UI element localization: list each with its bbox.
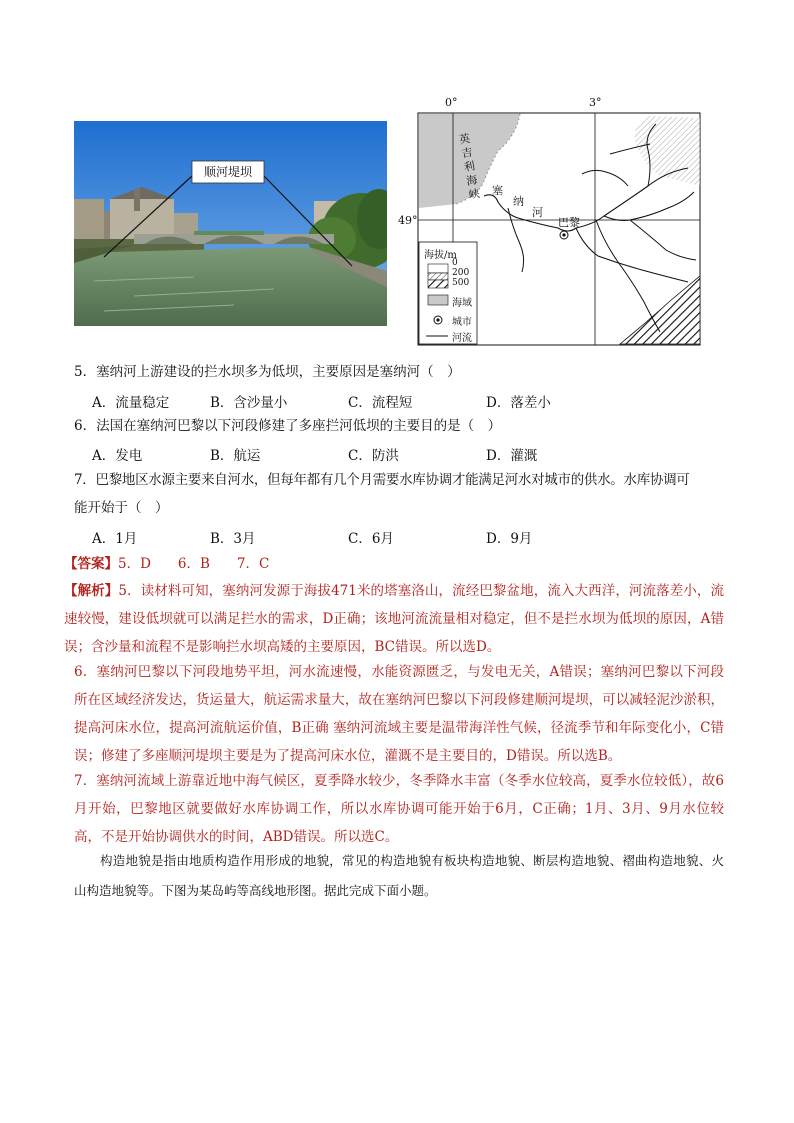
- question-5: 5．塞纳河上游建设的拦水坝多为低坝，主要原因是塞纳河（ ）: [74, 364, 461, 380]
- legend-value-500: 500: [452, 278, 470, 288]
- river-label-2: 纳: [513, 195, 524, 208]
- analysis-tag: 【解析】: [64, 583, 119, 599]
- river-photo: [74, 121, 387, 326]
- analysis-q5: [64, 577, 724, 661]
- q5-option-d: D．落差小: [486, 395, 551, 411]
- river-label-1: 塞: [492, 184, 503, 197]
- legend-title: 海拔/m: [424, 250, 457, 261]
- section-intro: 构造地貌是指由地质构造作用形成的地貌，常见的构造地貌有板块构造地貌、断层构造地貌、褶曲构造地貌、火山构造地貌等。下图为某岛屿等高线地形图。据此完成下面小题。: [74, 853, 724, 898]
- legend-value-0: 0: [452, 258, 458, 268]
- q7-option-d: D．9月: [486, 531, 533, 547]
- question-7-line-2: 能开始于（ ）: [74, 500, 169, 516]
- legend-city: 城市: [452, 317, 472, 328]
- legend-river: 河流: [452, 333, 472, 344]
- lon-label-0: 0°: [445, 96, 458, 109]
- q6-option-a: A．发电: [92, 448, 143, 464]
- legend-sea: 海域: [452, 298, 472, 309]
- strait-label: 英吉利海峡: [458, 131, 481, 202]
- q5-option-a: A．流量稳定: [92, 395, 170, 411]
- analysis-q7: 7．塞纳河流域上游靠近地中海气候区，夏季降水较少，冬季降水丰富（冬季水位较高，夏季水位较低），故6月开始，巴黎地区就要做好水库协调工作，所以水库协调可能开始于6月，C正确；1月、3月、9月水位较高，不是开始协调供水的时间，ABD错误。所以选C。: [74, 773, 724, 845]
- q6-option-b: B．航运: [210, 448, 261, 464]
- seine-map: [398, 96, 718, 348]
- lon-label-3: 3°: [589, 96, 602, 109]
- q5-option-c: C．流程短: [348, 395, 413, 411]
- legend-value-200: 200: [452, 268, 470, 278]
- q5-option-b: B．含沙量小: [210, 395, 288, 411]
- answer-text: 5．D 6．B 7．C: [118, 556, 270, 572]
- analysis-q5-text: 5．读材料可知，塞纳河发源于海拔471米的塔塞洛山，流经巴黎盆地，流入大西洋，河流落差小，流速较慢，建设低坝就可以满足拦水的需求，D正确；该地河流流量相对稳定，但不是拦水坝为低坝的原因，A错误；含沙量和流程不是影响拦水坝高矮的主要原因，BC错误。所以选D。: [64, 583, 725, 655]
- question-7-line-1: 7．巴黎地区水源主要来自河水，但每年都有几个月需要水库协调才能满足河水对城市的供水。水库协调可: [74, 472, 690, 488]
- answer-line: [64, 554, 269, 574]
- photo-label: 顺河堤坝: [203, 165, 252, 179]
- question-6: 6．法国在塞纳河巴黎以下河段修建了多座拦河低坝的主要目的是（ ）: [74, 418, 502, 434]
- q7-option-c: C．6月: [348, 531, 394, 547]
- city-label-paris: 巴黎: [558, 216, 580, 229]
- q7-option-b: B．3月: [210, 531, 256, 547]
- river-label-3: 河: [532, 206, 543, 219]
- river-photo-drawing: [74, 121, 387, 326]
- lat-label-49: 49°: [398, 214, 418, 227]
- q6-option-d: D．灌溉: [486, 448, 538, 464]
- answer-tag: 【答案】: [64, 556, 118, 572]
- analysis-q6: 6．塞纳河巴黎以下河段地势平坦，河水流速慢，水能资源匮乏，与发电无关，A错误；塞纳河巴黎以下河段所在区域经济发达，货运量大，航运需求量大，故在塞纳河巴黎以下河段修建顺河堤坝，可以减轻泥沙淤积，提高河床水位，提高河流航运价值，B正确 塞纳河流域主要是温带海洋性气候，径流季节和年际变化小，C错误；修建了多座顺河堤坝主要是为了提高河床水位，灌溉不是主要目的，D错误。所以选B。: [74, 664, 724, 764]
- q6-option-c: C．防洪: [348, 448, 399, 464]
- q7-option-a: A．1月: [92, 531, 138, 547]
